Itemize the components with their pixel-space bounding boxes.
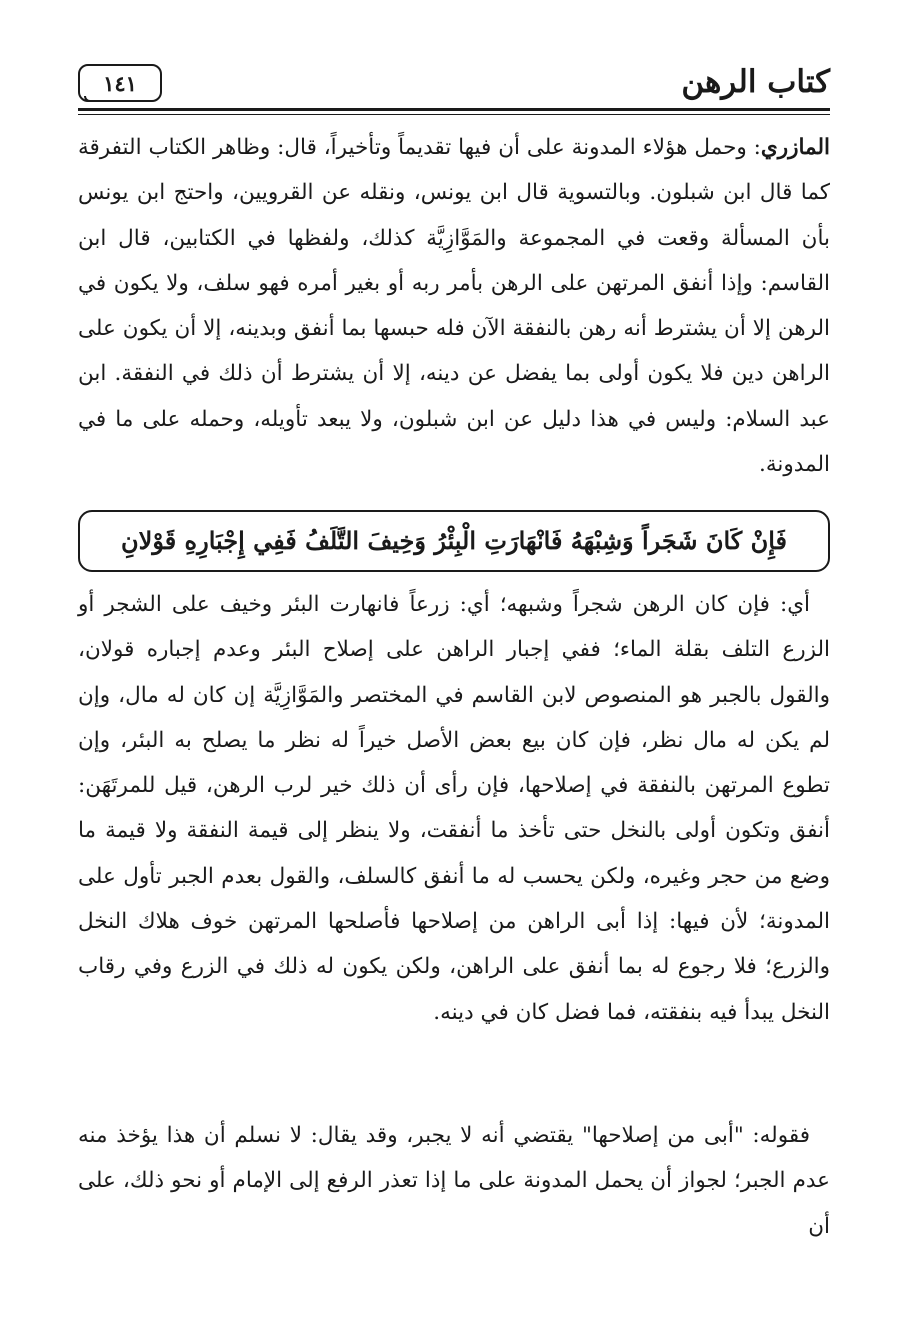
commentary-paragraph-3 bbox=[78, 1113, 830, 1249]
header-rule-thin bbox=[78, 114, 830, 115]
header-rule bbox=[78, 108, 830, 111]
paragraph-text: فقوله: "أبى من إصلاحها" يقتضي أنه لا يجبر، وقد يقال: لا نسلم أن هذا يؤخذ منه عدم الجبر؛ لجواز أن يحمل المدونة على ما إذا تعذر الرفع إلى الإمام أو نحو ذلك، على أن bbox=[78, 1123, 830, 1239]
commentary-paragraph-2 bbox=[78, 582, 830, 1035]
page-number-text: ١٤١ bbox=[103, 70, 137, 96]
paragraph bbox=[78, 125, 830, 487]
paragraph-text: : وحمل هؤلاء المدونة على أن فيها تقديماً وتأخيراً، قال: وظاهر الكتاب التفرقة كما قال ابن شبلون. وبالتسوية قال ابن يونس، ونقله عن القرويين، واحتج ابن يونس بأن المسألة وقعت في المجموعة والمَوَّازِيَّة كذلك، ولفظها في الكتابين، قال ابن القاسم: وإذا أنفق المرتهن على الرهن بأمر ربه أو بغير أمره فهو سلف، ولا يكون في الرهن إلا أن يشترط أنه رهن بالنفقة الآن فله حبسها بما أنفق وبدينه، إلا أن يكون على الراهن دين فلا يكون أولى بما يفضل عن دينه، إلا أن يشترط أن ذلك في النفقة. ابن عبد السلام: وليس في هذا دليل عن ابن شبلون، ولا يبعد تأويله، وحمله على ما في المدونة. bbox=[78, 135, 830, 478]
commentary-paragraph-1 bbox=[78, 125, 830, 487]
page-number bbox=[78, 64, 162, 102]
matn-box bbox=[78, 510, 830, 572]
page-header bbox=[78, 62, 830, 112]
running-title: كتاب الرهن bbox=[681, 64, 830, 100]
paragraph-text: أي: فإن كان الرهن شجراً وشبهه؛ أي: زرعاً فانهارت البئر وخيف على الشجر أو الزرع التلف بقلة الماء؛ ففي إجبار الراهن على إصلاح البئر وعدم إجباره قولان، والقول بالجبر هو المنصوص لابن القاسم في المختصر والمَوَّازِيَّة إن كان له مال، وإن لم يكن له مال نظر، فإن كان بيع بعض الأصل خيراً له نظر ما يصلح به البئر، وإن تطوع المرتهن بالنفقة في إصلاحها، فإن رأى أن ذلك خير لرب الرهن، قيل للمرتَهَن: أنفق وتكون أولى بالنخل حتى تأخذ ما أنفقت، ولا ينظر إلى قيمة النفقة ولا قيمة ما وضع من حجر وغيره، ولكن يحسب له ما أنفق كالسلف، والقول بعدم الجبر تأول على المدونة؛ لأن فيها: إذا أبى الراهن من إصلاحها فأصلحها المرتهن خوف هلاك النخل والزرع؛ فلا رجوع له بما أنفق على الراهن، ولكن يكون له ذلك في الزرع وفي رقاب النخل يبدأ فيه بنفقته، فما فضل كان في دينه. bbox=[78, 592, 830, 1025]
author-label-mazari: المازري bbox=[760, 135, 830, 160]
matn-text: فَإِنْ كَانَ شَجَراً وَشِبْهَهُ فَانْهَارَتِ الْبِئْرُ وَخِيفَ التَّلَفُ فَفِي إِجْبَارِهِ قَوْلانِ bbox=[121, 526, 787, 555]
